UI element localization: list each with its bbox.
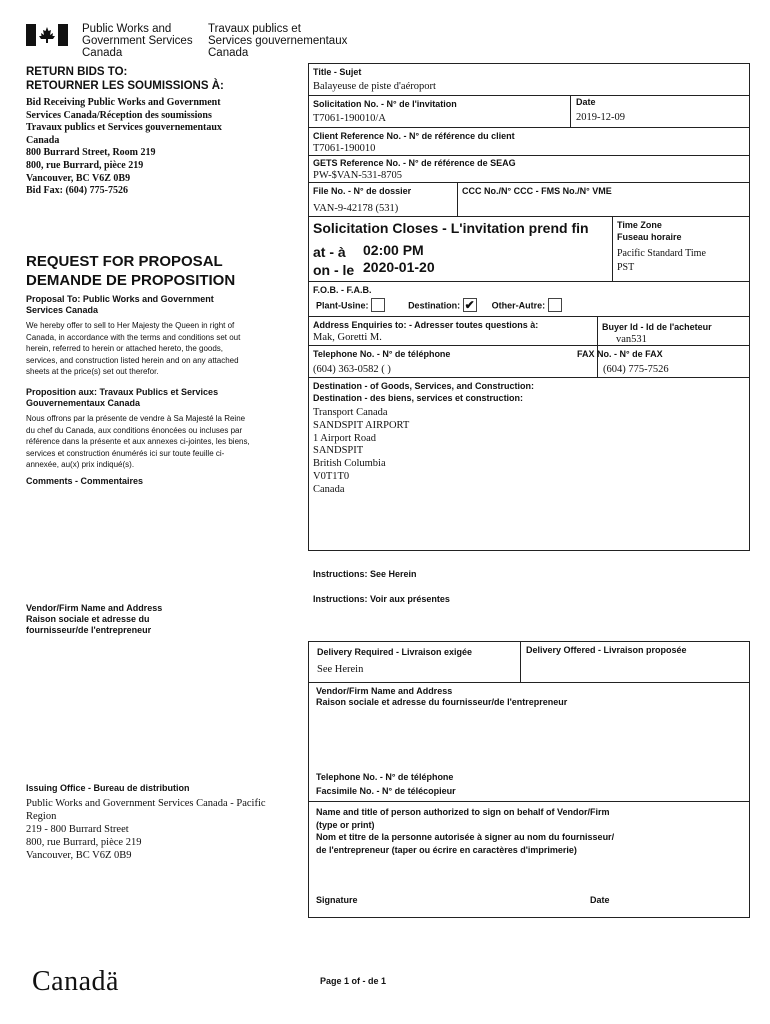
signature-date-label: Date (590, 895, 610, 905)
rfp-title-fr: DEMANDE DE PROPOSITION (26, 272, 236, 289)
fax-value: (604) 775-7526 (603, 364, 669, 375)
time-zone-abbr: PST (617, 262, 635, 273)
vendor-firm-label: Vendor/Firm Name and Address Raison sociale et adresse du fournisseur/de l'entrepreneur (316, 686, 568, 707)
return-bids-title-en: RETURN BIDS TO: (26, 66, 128, 78)
solicitation-closes-label: Solicitation Closes - L'invitation prend fin (313, 220, 589, 236)
canada-flag-logo (26, 24, 68, 46)
closing-time-label: at - à (313, 244, 346, 260)
vendor-telephone-label: Telephone No. - N° de téléphone (316, 772, 454, 782)
time-zone-label-fr: Fuseau horaire (617, 232, 682, 242)
destination-checkbox[interactable]: ✔ (464, 298, 475, 312)
ccc-no-label: CCC No./N° CCC - FMS No./N° VME (462, 186, 612, 196)
address-enquiries-value: Mak, Goretti M. (313, 332, 382, 343)
solicitation-value: T7061-190010/A (313, 113, 386, 124)
time-zone-label-en: Time Zone (617, 220, 662, 230)
buyer-id-value: van531 (616, 334, 647, 345)
time-zone-value: Pacific Standard Time (617, 248, 706, 259)
authorized-signatory-label: Name and title of person authorized to sign on behalf of Vendor/Firm (type or print) Nom et titre de la personne autorisée à signer au nom du fournisseur/ de l'entrepreneur (taper ou écrire en caractères d'imprimerie) (316, 807, 615, 855)
gets-ref-value: PW-$VAN-531-8705 (313, 170, 403, 181)
file-no-label: File No. - N° de dossier (313, 186, 412, 196)
comments-label: Comments - Commentaires (26, 476, 144, 486)
destination-label: Destination: (408, 300, 461, 311)
proposal-to-label: Proposal To: Public Works and Government Services Canada (26, 294, 214, 315)
closing-time-value: 02:00 PM (363, 242, 424, 258)
gets-ref-label: GETS Reference No. - N° de référence de SEAG (313, 158, 516, 168)
canada-wordmark: Canadä (32, 966, 119, 997)
other-autre-label: Other-Autre: (491, 300, 546, 311)
instructions-fr: Instructions: Voir aux présentes (313, 594, 450, 604)
destination-goods-label-en: Destination - of Goods, Services, and Construction: (313, 381, 535, 391)
title-label: Title - Sujet (313, 67, 362, 77)
buyer-id-label: Buyer Id - Id de l'acheteur (602, 322, 712, 332)
closing-date-value: 2020-01-20 (363, 259, 435, 275)
telephone-label: Telephone No. - N° de téléphone (313, 349, 451, 359)
client-ref-label: Client Reference No. - N° de référence du client (313, 131, 515, 141)
vendor-firm-label-left: Vendor/Firm Name and Address Raison sociale et adresse du fournisseur/de l'entrepreneur (26, 603, 163, 635)
return-bids-title-fr: RETOURNER LES SOUMISSIONS À: (26, 80, 224, 92)
issuing-office-address: Public Works and Government Services Canada - Pacific Region 219 - 800 Burrard Street 800, rue Burrard, pièce 219 Vancouver, BC V6Z 0B9 (26, 798, 266, 861)
delivery-required-label: Delivery Required - Livraison exigée (317, 647, 473, 657)
destination-goods-value: Transport Canada SANDSPIT AIRPORT 1 Airport Road SANDSPIT British Columbia V0T1T0 Canada (313, 407, 410, 495)
proposal-to-body: We hereby offer to sell to Her Majesty the Queen in right of Canada, in accordance with the terms and conditions set out herein, referred to herein or attached hereto, the goods, services, and construction listed herein and on any attached sheets at the price(s) set out therefor. (26, 321, 241, 376)
destination-goods-label-fr: Destination - des biens, services et construction: (313, 393, 524, 403)
instructions-en: Instructions: See Herein (313, 569, 417, 579)
plant-usine-checkbox[interactable] (371, 298, 385, 312)
other-autre-checkbox[interactable] (548, 298, 562, 312)
date-value: 2019-12-09 (576, 112, 625, 123)
department-name-fr: Travaux publics et Services gouvernementaux Canada (208, 23, 348, 59)
address-enquiries-label: Address Enquiries to: - Adresser toutes questions à: (313, 320, 539, 330)
file-no-value: VAN-9-42178 (531) (313, 203, 399, 214)
plant-usine-label: Plant-Usine: (316, 300, 369, 311)
client-ref-value: T7061-190010 (313, 143, 376, 154)
closing-date-label: on - le (313, 262, 355, 278)
proposition-label: Proposition aux: Travaux Publics et Services Gouvernementaux Canada (26, 387, 219, 408)
date-label: Date (576, 97, 596, 107)
issuing-office-label: Issuing Office - Bureau de distribution (26, 783, 190, 793)
page-number: Page 1 of - de 1 (320, 976, 387, 986)
delivery-required-value: See Herein (317, 664, 364, 675)
return-bids-address: Bid Receiving Public Works and Government Services Canada/Réception des soumissions Travaux publics et Services gouvernementaux Canada 800 Burrard Street, Room 219 800, rue Burrard, pièce 219 Vancouver, BC V6Z 0B9 Bid Fax: (604) 775-7526 (26, 97, 222, 197)
fax-label: FAX No. - N° de FAX (577, 349, 663, 359)
proposition-body: Nous offrons par la présente de vendre à Sa Majesté la Reine du chef du Canada, aux conditions énoncées ou incluses par référence dans la présente et aux annexes ci-jointes, les biens, services et construction énumérés ici sur toute feuille ci-annexée, au(x) prix indiqué(s). (26, 414, 250, 469)
signature-label: Signature (316, 895, 358, 905)
title-value: Balayeuse de piste d'aéroport (313, 81, 436, 92)
rfp-title-en: REQUEST FOR PROPOSAL (26, 253, 223, 270)
fob-label: F.O.B. - F.A.B. (313, 285, 372, 295)
vendor-facsimile-label: Facsimile No. - N° de télécopieur (316, 786, 456, 796)
department-name-en: Public Works and Government Services Canada (82, 23, 193, 59)
solicitation-label: Solicitation No. - N° de l'invitation (313, 99, 457, 109)
fob-options (316, 299, 562, 313)
delivery-offered-label: Delivery Offered - Livraison proposée (526, 645, 687, 655)
telephone-value: (604) 363-0582 ( ) (313, 364, 391, 375)
